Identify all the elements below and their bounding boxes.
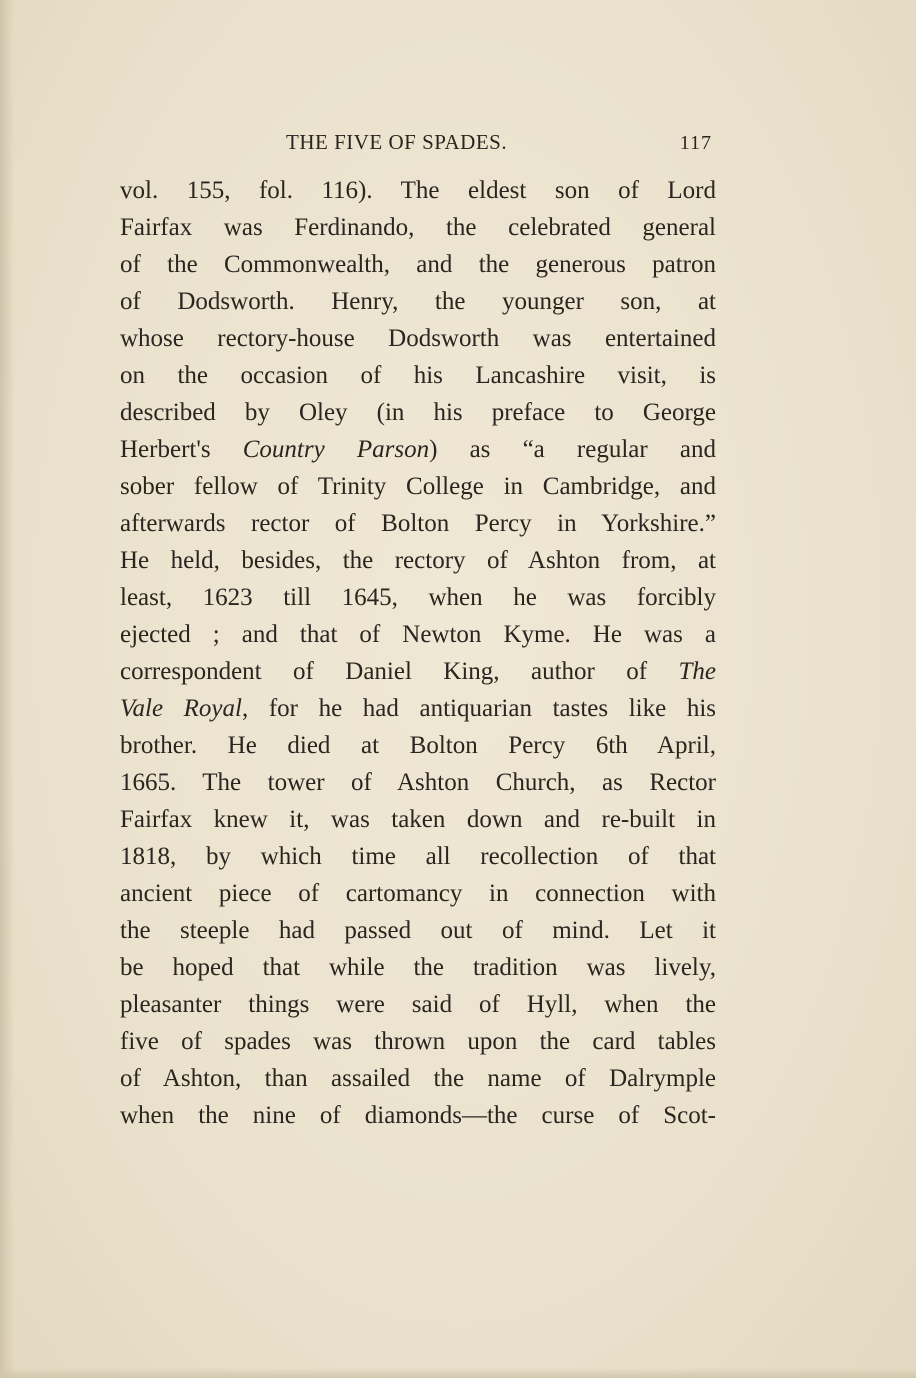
text-line: be hoped that while the tradition was lively, (120, 954, 716, 981)
text-line: of the Commonwealth, and the generous patron (120, 251, 716, 278)
book-title: The (678, 658, 716, 685)
text-line: Fairfax was Ferdinando, the celebrated general (120, 214, 716, 241)
text-line: ejected ; and that of Newton Kyme. He was a (120, 621, 716, 648)
text-line: ancient piece of cartomancy in connection with (120, 880, 716, 907)
text-line: brother. He died at Bolton Percy 6th April, (120, 732, 716, 759)
text-line: sober fellow of Trinity College in Cambridge, and (120, 473, 716, 500)
text-line: whose rectory-house Dodsworth was entertained (120, 325, 716, 352)
page-number: 117 (679, 132, 712, 154)
text-line: when the nine of diamonds—the curse of Scot- (120, 1102, 716, 1129)
text-line: pleasanter things were said of Hyll, when the (120, 991, 716, 1018)
text-line: Fairfax knew it, was taken down and re-built in (120, 806, 716, 833)
text-line: He held, besides, the rectory of Ashton from, at (120, 547, 716, 574)
text-line: of Dodsworth. Henry, the younger son, at (120, 288, 716, 315)
text-line: of Ashton, than assailed the name of Dalrymple (120, 1065, 716, 1092)
text-line: Vale Royal, for he had antiquarian tastes like his (120, 695, 716, 722)
text-line: Herbert's Country Parson) as “a regular and (120, 436, 716, 463)
text-line: afterwards rector of Bolton Percy in Yorkshire.” (120, 510, 716, 537)
text-line: described by Oley (in his preface to George (120, 399, 716, 426)
book-title: Country Parson (242, 436, 430, 463)
book-title: Vale Royal (120, 695, 242, 722)
text-line: the steeple had passed out of mind. Let it (120, 917, 716, 944)
page-bottom-edge (0, 1368, 916, 1378)
text-line: least, 1623 till 1645, when he was forcibly (120, 584, 716, 611)
spine-shadow (0, 0, 14, 1378)
body-text (120, 172, 716, 1134)
text-line: correspondent of Daniel King, author of The (120, 658, 716, 685)
text-line: on the occasion of his Lancashire visit, is (120, 362, 716, 389)
text-line: five of spades was thrown upon the card tables (120, 1028, 716, 1055)
running-head (120, 130, 716, 160)
text-line: 1665. The tower of Ashton Church, as Rector (120, 769, 716, 796)
text-line: vol. 155, fol. 116). The eldest son of Lord (120, 177, 716, 204)
running-title: THE FIVE OF SPADES. (286, 130, 508, 154)
text-line: 1818, by which time all recollection of that (120, 843, 716, 870)
